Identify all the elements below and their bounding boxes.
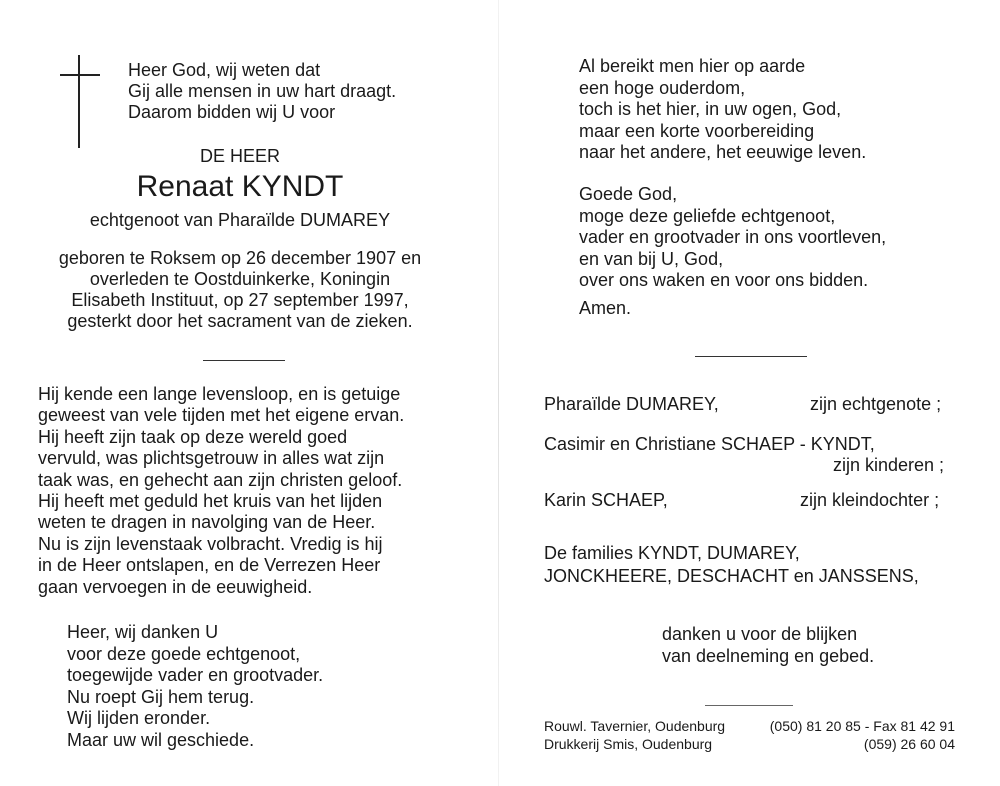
prayer-line: Daarom bidden wij U voor bbox=[128, 102, 336, 122]
birth-death-line: Elisabeth Instituut, op 27 september 1997, bbox=[71, 290, 409, 310]
printer-phone: (059) 26 60 04 bbox=[863, 736, 955, 752]
divider bbox=[203, 360, 285, 361]
biography-line: weten te dragen in navolging van de Heer. bbox=[38, 512, 376, 533]
prayer-line: Maar uw wil geschiede. bbox=[67, 729, 255, 750]
prayer-line: moge deze geliefde echtgenoot, bbox=[579, 205, 836, 226]
spouse-role: zijn echtgenote ; bbox=[810, 394, 942, 414]
prayer-line: Al bereikt men hier op aarde bbox=[579, 56, 806, 76]
prayer-line: en van bij U, God, bbox=[579, 248, 724, 269]
birth-death-line: gesterkt door het sacrament van de zieken. bbox=[67, 311, 413, 331]
spouse-line: echtgenoot van Pharaïlde DUMAREY bbox=[89, 210, 391, 230]
families-line-1: De families KYNDT, DUMAREY, bbox=[544, 543, 800, 563]
divider bbox=[695, 356, 807, 357]
birth-death-line: geboren te Roksem op 26 december 1907 en bbox=[58, 248, 422, 268]
prayer-line: toegewijde vader en grootvader. bbox=[67, 665, 324, 686]
title: DE HEER bbox=[199, 146, 280, 166]
opening-prayer bbox=[128, 60, 396, 123]
funeral-home: Rouwl. Tavernier, Oudenburg bbox=[544, 718, 726, 734]
children-role: zijn kinderen ; bbox=[833, 455, 945, 475]
prayer-line: maar een korte voorbereiding bbox=[579, 120, 815, 141]
right-prayer-1 bbox=[579, 56, 866, 164]
right-prayer-2 bbox=[579, 184, 886, 292]
prayer-line: toch is het hier, in uw ogen, God, bbox=[579, 99, 842, 120]
biography-line: geweest van vele tijden met het eigene ervan. bbox=[38, 405, 405, 426]
birth-death bbox=[30, 248, 450, 332]
divider bbox=[705, 705, 793, 706]
biography bbox=[38, 384, 404, 598]
card-fold bbox=[498, 0, 499, 786]
deceased-name bbox=[90, 170, 390, 204]
prayer-line: naar het andere, het eeuwige leven. bbox=[579, 142, 867, 163]
biography-line: Hij heeft met geduld het kruis van het lijden bbox=[38, 491, 383, 512]
birth-death-line: overleden te Oostduinkerke, Koningin bbox=[89, 269, 391, 289]
first-name: Renaat bbox=[136, 170, 234, 203]
biography-line: gaan vervoegen in de eeuwigheid. bbox=[38, 576, 313, 597]
prayer-line: een hoge ouderdom, bbox=[579, 77, 746, 98]
biography-line: taak was, en gehecht aan zijn christen geloof. bbox=[38, 469, 403, 490]
biography-line: Nu is zijn levenstaak volbracht. Vredig is hij bbox=[38, 533, 383, 554]
prayer-line: voor deze goede echtgenoot, bbox=[67, 643, 301, 664]
thanks-text bbox=[662, 623, 874, 667]
thanks-prayer bbox=[67, 622, 323, 752]
printer: Drukkerij Smis, Oudenburg bbox=[544, 736, 713, 752]
children-names: Casimir en Christiane SCHAEP - KYNDT, bbox=[544, 434, 875, 454]
last-name: KYNDT bbox=[241, 170, 344, 203]
prayer-line: Wij lijden eronder. bbox=[67, 708, 211, 729]
prayer-line: Gij alle mensen in uw hart draagt. bbox=[128, 81, 397, 101]
biography-line: vervuld, was plichtsgetrouw in alles wat zijn bbox=[38, 448, 385, 469]
prayer-line: Heer God, wij weten dat bbox=[128, 60, 321, 80]
prayer-line: Heer, wij danken U bbox=[67, 622, 219, 642]
families-line-2: JONCKHEERE, DESCHACHT en JANSSENS, bbox=[544, 566, 919, 586]
prayer-line: vader en grootvader in ons voortleven, bbox=[579, 227, 887, 248]
biography-line: Hij heeft zijn taak op deze wereld goed bbox=[38, 426, 348, 447]
thanks-line: van deelneming en gebed. bbox=[662, 646, 875, 666]
grandchild-name: Karin SCHAEP, bbox=[544, 490, 668, 510]
amen: Amen. bbox=[579, 298, 632, 318]
funeral-phone: (050) 81 20 85 - Fax 81 42 91 bbox=[769, 718, 955, 734]
spouse-name: Pharaïlde DUMAREY, bbox=[544, 394, 719, 414]
prayer-line: over ons waken en voor ons bidden. bbox=[579, 270, 869, 291]
biography-line: in de Heer ontslapen, en de Verrezen Heer bbox=[38, 555, 381, 576]
prayer-line: Goede God, bbox=[579, 184, 678, 204]
biography-line: Hij kende een lange levensloop, en is getuige bbox=[38, 384, 401, 404]
thanks-line: danken u voor de blijken bbox=[662, 624, 858, 644]
grandchild-role: zijn kleindochter ; bbox=[800, 490, 940, 510]
prayer-line: Nu roept Gij hem terug. bbox=[67, 686, 255, 707]
